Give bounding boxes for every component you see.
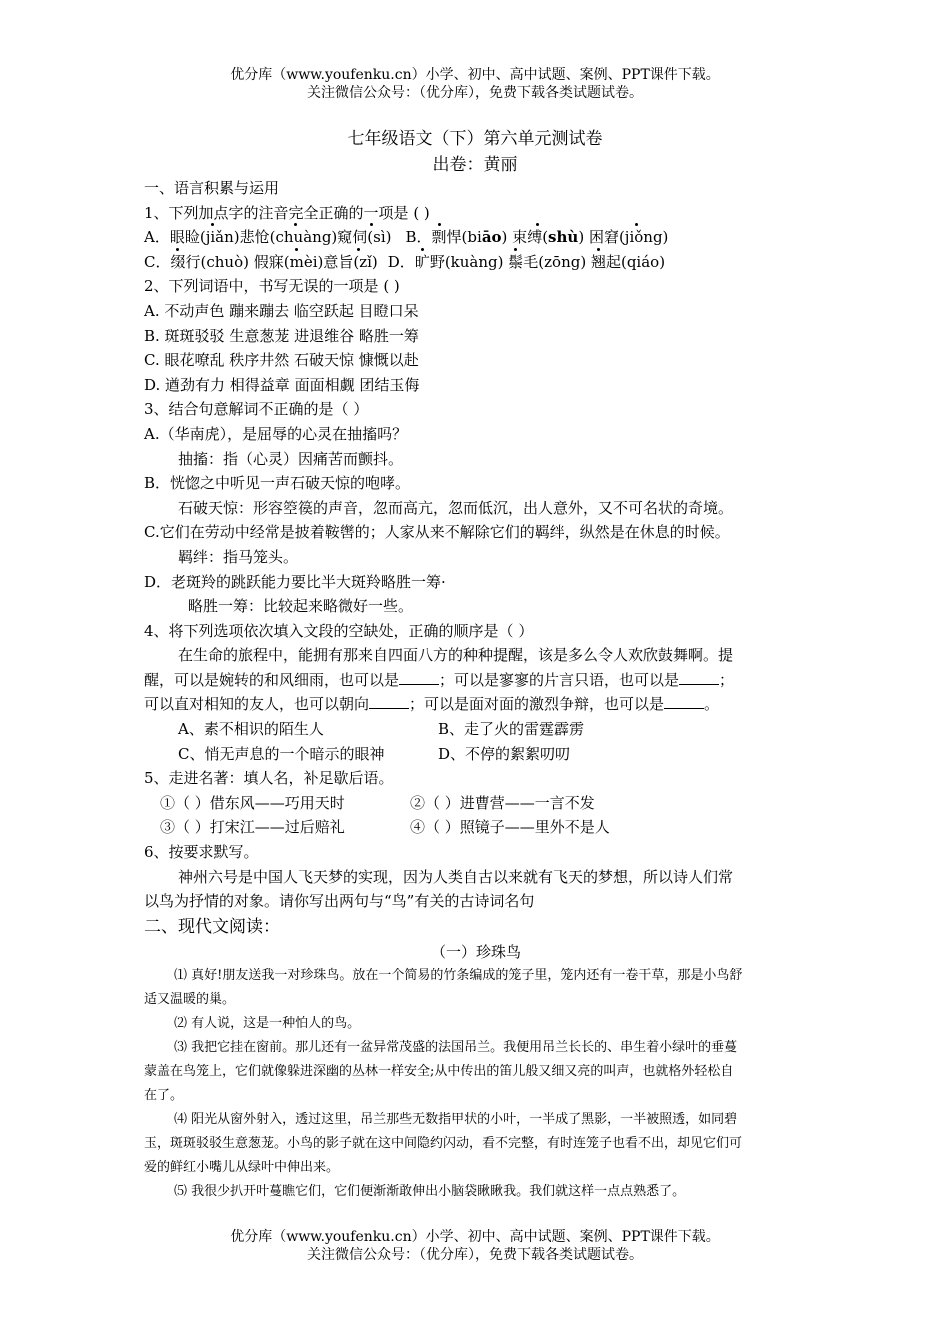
q1-a2-char: 悲 xyxy=(239,228,255,247)
q1-b3-char: 困 xyxy=(588,228,604,247)
footer-line-1: 优分库（www.youfenku.cn）小学、初中、高中试题、案例、PPT课件下载。 xyxy=(230,1229,720,1245)
q1-b2-bold: shù xyxy=(548,228,579,247)
reading-para-4a: ⑷ 阳光从窗外射入，透过这里，吊兰那些无数指甲状的小叶，一半成了黑影，一半被照透，如同碧 xyxy=(174,1111,738,1127)
q4-options-row-1 xyxy=(144,717,808,742)
q4-text-segment: 醒，可以是婉转的和风细雨，也可以是 xyxy=(144,670,400,689)
q1-b2-char: 束 xyxy=(512,228,528,247)
q4-option-c: C、悄无声息的一个暗示的眼神 xyxy=(178,744,385,763)
reading-para-2: ⑵ 有人说，这是一种怕人的鸟。 xyxy=(174,1015,361,1031)
q2-option-b: B. 斑斑驳驳 生意葱茏 进退维谷 略胜一筹 xyxy=(144,326,419,345)
section-2-heading: 二、现代文阅读： xyxy=(144,916,280,937)
q5-item-1: ①（ ）借东风——巧用天时 xyxy=(160,793,345,812)
q1-c-label: C． xyxy=(144,252,171,271)
q1-a-label: A． xyxy=(144,228,170,247)
q1-a1-char: 眼 xyxy=(169,228,185,247)
q4-option-a: A、素不相识的陌生人 xyxy=(178,720,324,739)
q1-b2-pinyin: 缚( xyxy=(527,225,548,250)
q6-text-line-2: 以鸟为抒情的对象。请你写出两句与“鸟”有关的古诗词名句 xyxy=(144,892,535,911)
q1-b1-bold: āo xyxy=(481,228,502,247)
q4-text-segment: ；可以是寥寥的片言只语，也可以是 xyxy=(439,670,680,689)
q1-d1-char: 旷 xyxy=(415,250,430,275)
q4-text-segment: 。 xyxy=(704,695,720,714)
q4-text-segment: 可以直对相知的友人，也可以朝向 xyxy=(144,695,370,714)
q4-blank-3[interactable] xyxy=(369,694,409,709)
q4-passage-line-3 xyxy=(144,692,808,717)
q1-b1-pinyin: 悍(bi xyxy=(446,228,482,247)
q3-option-b-explanation: 石破天惊：形容箜篌的声音，忽而高亢，忽而低沉，出人意外，又不可名状的奇境。 xyxy=(178,498,734,517)
q3-stem: 3、结合句意解词不正确的是（ ） xyxy=(144,400,369,419)
q5-row-2 xyxy=(144,815,808,840)
q2-stem: 2、下列词语中，书写无误的一项是 ( ) xyxy=(144,277,400,296)
reading-para-1b: 适又温暖的巢。 xyxy=(144,991,236,1007)
q4-blank-4[interactable] xyxy=(664,694,704,709)
q5-row-1 xyxy=(144,791,808,816)
reading-para-4c: 爱的鲜红小嘴儿从绿叶中伸出来。 xyxy=(144,1159,340,1175)
q1-c2-pinyin: 寐(mèi) xyxy=(269,250,324,275)
page-header xyxy=(0,66,950,102)
q1-b2-end: ) xyxy=(578,228,589,247)
reading-para-3b: 蒙盖在鸟笼上，它们就像躲进深幽的丛林一样安全;从中传出的笛儿般又细又亮的叫声，也就格外轻松自 xyxy=(144,1063,734,1079)
q3-option-b: B．恍惚之中听见一声石破天惊的咆哮。 xyxy=(144,474,411,493)
q4-text-segment: ； xyxy=(719,670,735,689)
q1-b1-char: 剽 xyxy=(432,225,447,250)
q1-d3-char: 翘 xyxy=(591,250,606,275)
footer-line-2: 关注微信公众号：（优分库），免费下载各类试题试卷。 xyxy=(307,1247,643,1263)
q1-d3-pinyin: 起(qiáo) xyxy=(605,252,666,271)
q1-b1-end: ) xyxy=(501,228,513,247)
q1-b3-pinyin: 窘(jiǒng) xyxy=(604,225,668,250)
q1-d1-pinyin: 野(kuàng) xyxy=(429,252,509,271)
q1-a3-char: 窥 xyxy=(337,228,353,247)
q3-option-d-explanation: 略胜一筹：比较起来略微好一些。 xyxy=(188,597,414,616)
q6-stem: 6、按要求默写。 xyxy=(144,843,259,862)
q4-option-d: D、不停的絮絮叨叨 xyxy=(438,744,571,763)
q6-text-line-1: 神州六号是中国人飞天梦的实现，因为人类自古以来就有飞天的梦想，所以诗人们常 xyxy=(178,867,734,886)
header-line-2: 关注微信公众号：（优分库），免费下载各类试题试卷。 xyxy=(307,85,643,101)
q1-d2-pinyin: 毛(zōng) xyxy=(523,252,591,271)
exam-title-block xyxy=(0,126,950,178)
q5-item-2: ②（ ）进曹营——一言不发 xyxy=(410,793,595,812)
q1-c1-char: 缀 xyxy=(170,250,185,275)
q1-a1-pinyin: 睑(jiǎn) xyxy=(185,225,240,250)
q3-option-c-explanation: 羁绊：指马笼头。 xyxy=(178,547,299,566)
q1-options-cd xyxy=(144,250,808,275)
reading-subtitle: （一）珍珠鸟 xyxy=(430,942,521,961)
q4-text-segment: ；可以是面对面的激烈争辩，也可以是 xyxy=(409,695,665,714)
q4-passage-line-1: 在生命的旅程中，能拥有那来自四面八方的种种提醒，该是多么令人欢欣鼓舞啊。提 xyxy=(178,646,734,665)
page-footer xyxy=(0,1228,950,1264)
q1-a2-pinyin: 怆(chuàng) xyxy=(255,225,338,250)
q2-option-c: C. 眼花嘹乱 秩序井然 石破天惊 慷慨以赴 xyxy=(144,351,419,370)
q1-c3-pinyin: 旨(zǐ) xyxy=(338,250,377,275)
q1-b-label: B． xyxy=(405,228,432,247)
q5-item-3: ③（ ）打宋江——过后赔礼 xyxy=(160,818,345,837)
q4-passage-line-2 xyxy=(144,668,808,693)
reading-para-5: ⑸ 我很少扒开叶蔓瞧它们，它们便渐渐敢伸出小脑袋瞅瞅我。我们就这样一点点熟悉了。 xyxy=(174,1183,686,1199)
q3-option-a: A.（华南虎），是屈辱的心灵在抽搐吗？ xyxy=(144,424,408,443)
q1-d2-char: 鬃 xyxy=(508,250,523,275)
q2-option-a: A. 不动声色 蹦来蹦去 临空跃起 目瞪口呆 xyxy=(144,301,419,320)
reading-para-3c: 在了。 xyxy=(144,1087,184,1103)
q5-stem: 5、走进名著：填人名，补足歇后语。 xyxy=(144,769,394,788)
q2-option-d: D. 遒劲有力 相得益章 面面相觑 团结玉侮 xyxy=(144,375,420,394)
q4-option-b: B、走了火的雷霆霹雳 xyxy=(438,720,585,739)
q4-blank-1[interactable] xyxy=(399,670,439,685)
q1-c2-char: 假 xyxy=(253,252,269,271)
q3-option-d: D．老斑羚的跳跃能力要比半大斑羚略胜一筹· xyxy=(144,572,446,591)
q1-d-label: D． xyxy=(387,252,415,271)
reading-para-4b: 玉，斑斑驳驳生意葱茏。小鸟的影子就在这中间隐约闪动，看不完整，有时连笼子也看不出，却见它们可 xyxy=(144,1135,743,1151)
reading-para-1a: ⑴ 真好!朋友送我一对珍珠鸟。放在一个简易的竹条编成的笼子里，笼内还有一卷干草，那是小鸟舒 xyxy=(174,967,743,983)
reading-para-3a: ⑶ 我把它挂在窗前。那儿还有一盆异常茂盛的法国吊兰。我便用吊兰长长的、串生着小绿叶的垂蔓 xyxy=(174,1039,738,1055)
q5-item-4: ④（ ）照镜子——里外不是人 xyxy=(410,818,610,837)
exam-content xyxy=(144,176,808,1204)
q1-options-ab xyxy=(144,225,808,250)
q1-stem: 1、下列加点字的注音完全正确的一项是 ( ) xyxy=(144,203,430,222)
q1-c1-pinyin: 行(chuò) xyxy=(185,252,254,271)
q1-c3-char: 意 xyxy=(323,252,339,271)
q1-a3-pinyin: 伺(sì) xyxy=(352,225,391,250)
exam-title: 七年级语文（下）第六单元测试卷 xyxy=(347,129,603,149)
exam-author: 出卷：黄丽 xyxy=(432,155,518,175)
section-1-heading: 一、语言积累与运用 xyxy=(144,179,280,197)
header-line-1: 优分库（www.youfenku.cn）小学、初中、高中试题、案例、PPT课件下载。 xyxy=(230,67,720,83)
q4-blank-2[interactable] xyxy=(679,670,719,685)
q4-stem: 4、将下列选项依次填入文段的空缺处，正确的顺序是（ ） xyxy=(144,621,534,640)
q3-option-a-explanation: 抽搐：指（心灵）因痛苦而颤抖。 xyxy=(178,449,404,468)
q4-options-row-2 xyxy=(144,742,808,767)
q3-option-c: C.它们在劳动中经常是披着鞍辔的；人家从来不解除它们的羁绊，纵然是在休息的时候。 xyxy=(144,523,730,542)
